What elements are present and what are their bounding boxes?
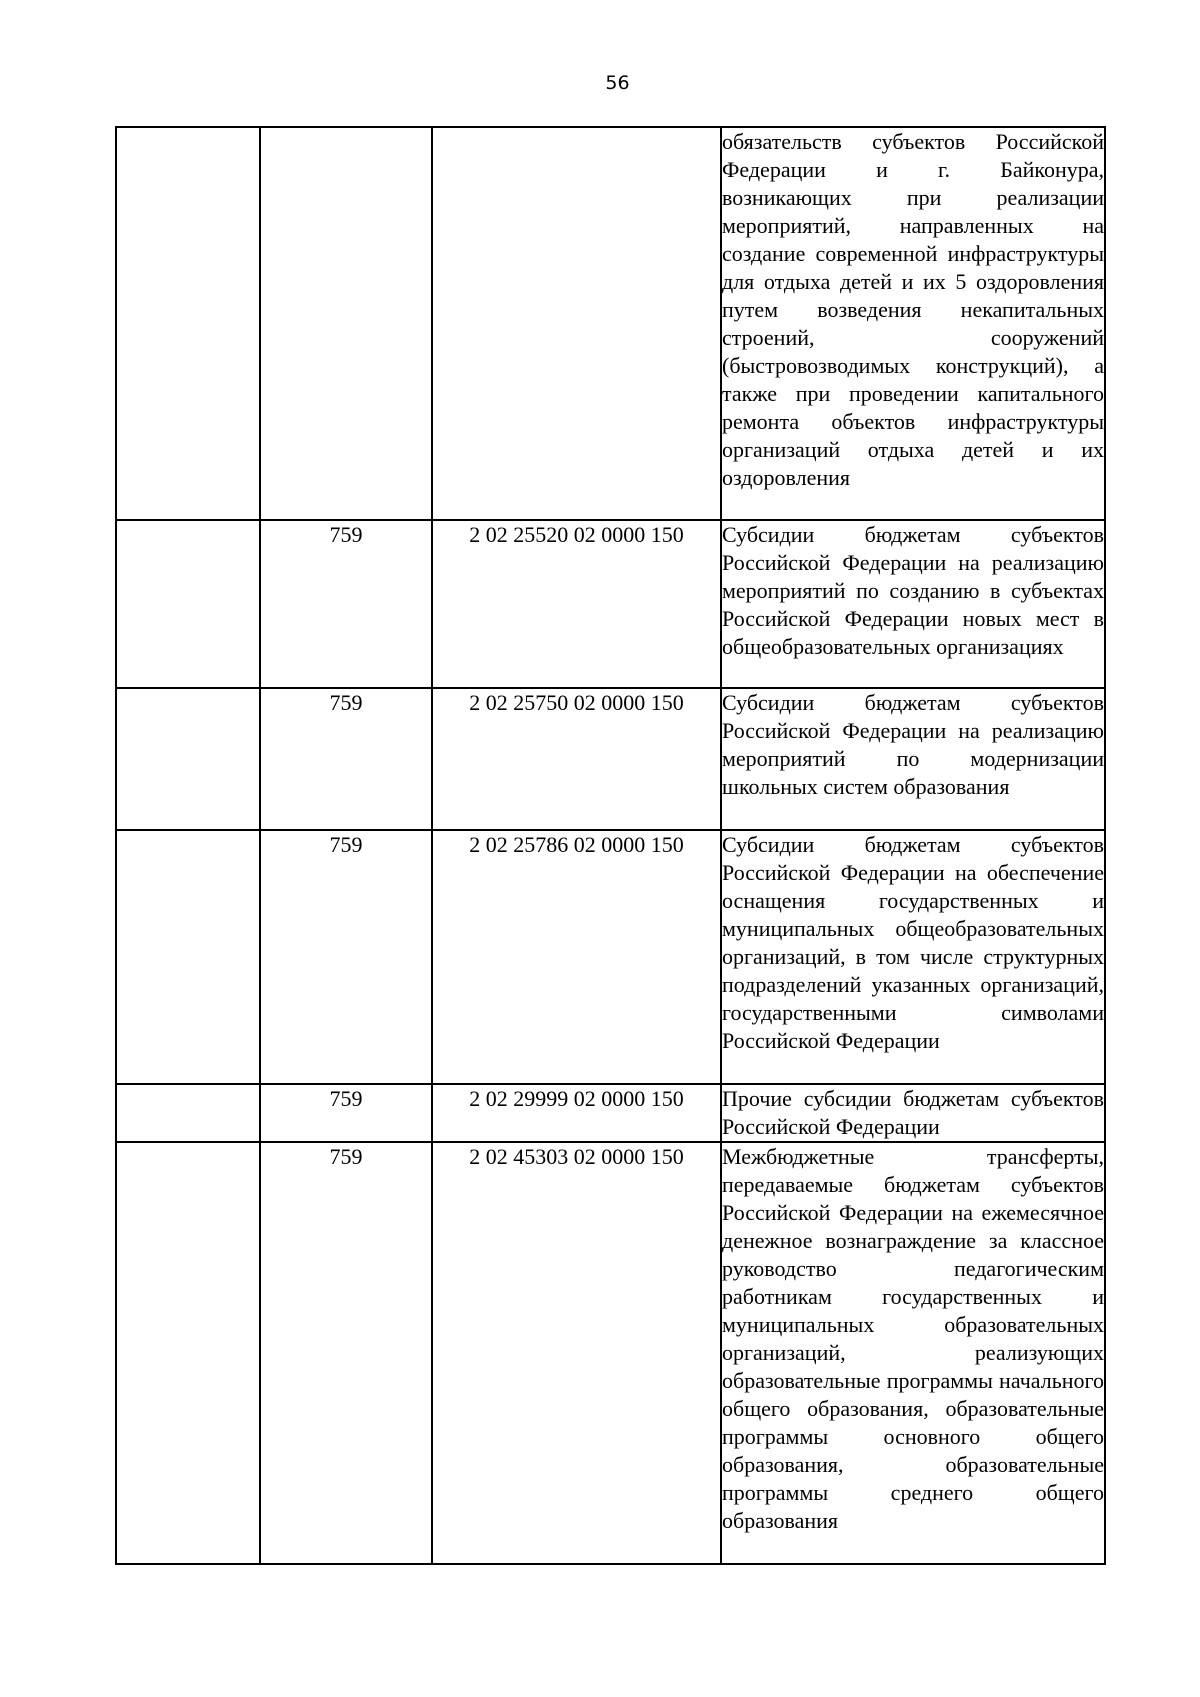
description-cell: Субсидии бюджетам субъектов Российской Федерации на реализацию мероприятий по модернизации школьных систем образования [721, 688, 1105, 830]
description-cell: Межбюджетные трансферты, передаваемые бюджетам субъектов Российской Федерации на ежемесячное денежное вознаграждение за классное руководство педагогическим работникам государственных и муниципальных образовательных организаций, реализующих образовательные программы начального общего образования, образовательные программы основного общего образования, образовательные программы среднего общего образования [721, 1142, 1105, 1564]
admin-code-cell [260, 127, 432, 520]
table-row [116, 688, 1105, 830]
row-blank-cell [116, 520, 260, 688]
budget-code-cell [432, 127, 721, 520]
row-blank-cell [116, 1084, 260, 1142]
description-cell: обязательств субъектов Российской Федерации и г. Байконура, возникающих при реализации мероприятий, направленных на создание современной инфраструктуры для отдыха детей и их 5 оздоровления путем возведения некапитальных строений, сооружений (быстровозводимых конструкций), а также при проведении капитального ремонта объектов инфраструктуры организаций отдыха детей и их оздоровления [721, 127, 1105, 520]
budget-code-cell: 2 02 25786 02 0000 150 [432, 830, 721, 1084]
description-cell: Прочие субсидии бюджетам субъектов Российской Федерации [721, 1084, 1105, 1142]
row-blank-cell [116, 1142, 260, 1564]
table-row [116, 1084, 1105, 1142]
description-cell: Субсидии бюджетам субъектов Российской Федерации на реализацию мероприятий по созданию в субъектах Российской Федерации новых мест в общеобразовательных организациях [721, 520, 1105, 688]
budget-code-cell: 2 02 25520 02 0000 150 [432, 520, 721, 688]
row-blank-cell [116, 127, 260, 520]
table-row [116, 520, 1105, 688]
budget-code-cell: 2 02 25750 02 0000 150 [432, 688, 721, 830]
page-number: 56 [605, 72, 630, 94]
admin-code-cell: 759 [260, 520, 432, 688]
admin-code-cell: 759 [260, 830, 432, 1084]
budget-code-cell: 2 02 29999 02 0000 150 [432, 1084, 721, 1142]
table-row [116, 830, 1105, 1084]
admin-code-cell: 759 [260, 688, 432, 830]
admin-code-cell: 759 [260, 1142, 432, 1564]
revenue-codes-table [115, 126, 1106, 1565]
table-row [116, 1142, 1105, 1564]
description-cell: Субсидии бюджетам субъектов Российской Федерации на обеспечение оснащения государственных и муниципальных общеобразовательных организаций, в том числе структурных подразделений указанных организаций, государственными символами Российской Федерации [721, 830, 1105, 1084]
budget-code-cell: 2 02 45303 02 0000 150 [432, 1142, 721, 1564]
admin-code-cell: 759 [260, 1084, 432, 1142]
row-blank-cell [116, 830, 260, 1084]
table-row [116, 127, 1105, 520]
row-blank-cell [116, 688, 260, 830]
